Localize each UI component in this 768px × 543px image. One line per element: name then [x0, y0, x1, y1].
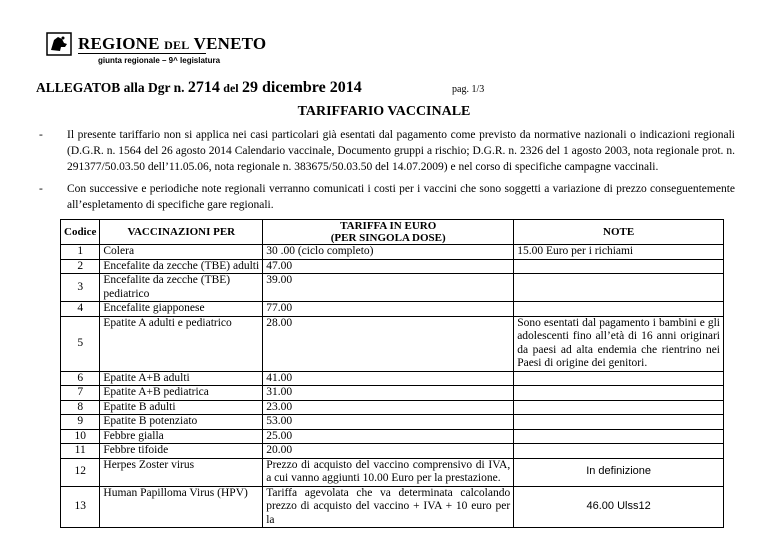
cell-code: 8 [61, 400, 100, 415]
cell-tariff: 23.00 [263, 400, 514, 415]
cell-tariff: Prezzo di acquisto del vaccino comprensivo di IVA, a cui vanno aggiunti 10.00 Euro per la prestazione. [263, 458, 514, 486]
cell-note [514, 444, 724, 459]
cell-code: 2 [61, 259, 100, 274]
dgr-del: del [223, 81, 239, 95]
page-number: pag. 1/3 [452, 84, 485, 95]
cell-name: Febbre gialla [100, 429, 263, 444]
cell-note: In definizione [514, 458, 724, 486]
cell-name: Epatite A+B pediatrica [100, 386, 263, 401]
cell-code: 1 [61, 245, 100, 260]
cell-name: Human Papilloma Virus (HPV) [100, 486, 263, 528]
cell-code: 13 [61, 486, 100, 528]
logo-veneto: VENETO [193, 34, 267, 53]
table-row [61, 444, 724, 459]
header-tariffa-line1: TARIFFA IN EURO [340, 220, 437, 232]
cell-name: Epatite B potenziato [100, 415, 263, 430]
header-vaccinazioni: VACCINAZIONI PER [100, 220, 263, 245]
cell-note [514, 386, 724, 401]
cell-tariff: Tariffa agevolata che va determinata calcolando prezzo di acquisto del vaccino + IVA + 10 euro per la [263, 486, 514, 528]
page-title: TARIFFARIO VACCINALE [297, 104, 471, 119]
cell-tariff: 41.00 [263, 371, 514, 386]
logo-regione: REGIONE [78, 34, 160, 53]
cell-tariff: 25.00 [263, 429, 514, 444]
tariff-table [60, 219, 724, 528]
header-tariffa-line2: (PER SINGOLA DOSE) [330, 232, 446, 244]
cell-name: Colera [100, 245, 263, 260]
table-row [61, 302, 724, 317]
cell-name: Encefalite da zecche (TBE) adulti [100, 259, 263, 274]
cell-name: Febbre tifoide [100, 444, 263, 459]
cell-tariff: 77.00 [263, 302, 514, 317]
bullet-item [39, 127, 735, 175]
cell-note [514, 274, 724, 302]
cell-note: Sono esentati dal pagamento i bambini e gli adolescenti fino all’età di 16 anni originari da paesi ad alta endemia che rientrino nei Paesi di origine dei genitori. [514, 316, 724, 371]
header-codice: Codice [61, 220, 100, 245]
cell-tariff: 30 .00 (ciclo completo) [263, 245, 514, 260]
table-header-row [61, 220, 724, 245]
bullet-dash: - [39, 183, 43, 195]
logo-subtitle: giunta regionale – 9^ legislatura [98, 56, 221, 65]
cell-note [514, 400, 724, 415]
table-row [61, 274, 724, 302]
logo-divider [78, 53, 206, 54]
cell-code: 7 [61, 386, 100, 401]
table-row [61, 386, 724, 401]
cell-tariff: 39.00 [263, 274, 514, 302]
cell-code: 5 [61, 316, 100, 371]
table-row [61, 259, 724, 274]
cell-note: 15.00 Euro per i richiami [514, 245, 724, 260]
cell-name: Epatite B adulti [100, 400, 263, 415]
cell-tariff: 53.00 [263, 415, 514, 430]
table-row [61, 316, 724, 371]
table-row [61, 245, 724, 260]
allegato-heading [36, 79, 362, 97]
table-row [61, 458, 724, 486]
allegato-prefix: ALLEGATOB alla Dgr n. [36, 80, 185, 95]
cell-name: Epatite A+B adulti [100, 371, 263, 386]
cell-code: 11 [61, 444, 100, 459]
table-row [61, 486, 724, 528]
cell-tariff: 47.00 [263, 259, 514, 274]
bullet-text: Il presente tariffario non si applica nei casi particolari già esentati dal pagamento come previsto da normative nazionali o indicazioni regionali (D.G.R. n. 1564 del 26 agosto 2014 Calendario vaccinale, Documento gruppi a rischio; D.G.R. n. 2326 del 1 agosto 2003, nota regionale prot. n. 291377/50.03.50 dell’11.05.06, nota regionale n. 383675/50.03.50 del 14.07.2009) e nel corso di specifiche campagne vaccinali. [67, 129, 735, 173]
cell-note [514, 415, 724, 430]
lion-emblem-icon [46, 32, 72, 56]
logo-text [78, 34, 266, 54]
cell-note [514, 259, 724, 274]
table-row [61, 371, 724, 386]
cell-tariff: 28.00 [263, 316, 514, 371]
dgr-date: 29 dicembre 2014 [242, 79, 362, 96]
cell-note [514, 371, 724, 386]
cell-name: Herpes Zoster virus [100, 458, 263, 486]
table-row [61, 415, 724, 430]
cell-code: 3 [61, 274, 100, 302]
header-tariffa [263, 220, 514, 245]
cell-code: 4 [61, 302, 100, 317]
table-row [61, 400, 724, 415]
regione-veneto-logo [46, 32, 267, 66]
cell-name: Epatite A adulti e pediatrico [100, 316, 263, 371]
cell-code: 12 [61, 458, 100, 486]
cell-tariff: 31.00 [263, 386, 514, 401]
cell-name: Encefalite giapponese [100, 302, 263, 317]
cell-code: 9 [61, 415, 100, 430]
cell-code: 10 [61, 429, 100, 444]
bullet-item [39, 181, 735, 213]
table-row [61, 429, 724, 444]
cell-note [514, 429, 724, 444]
cell-note: 46.00 Ulss12 [514, 486, 724, 528]
cell-note [514, 302, 724, 317]
bullet-dash: - [39, 129, 43, 141]
bullet-text: Con successive e periodiche note regionali verranno comunicati i costi per i vaccini che sono soggetti a variazione di prezzo conseguentemente all’espletamento di specifiche gare regionali. [67, 183, 735, 211]
header-note: NOTE [514, 220, 724, 245]
logo-del: DEL [164, 38, 190, 52]
cell-code: 6 [61, 371, 100, 386]
dgr-number: 2714 [187, 79, 220, 96]
cell-name: Encefalite da zecche (TBE) pediatrico [100, 274, 263, 302]
cell-tariff: 20.00 [263, 444, 514, 459]
